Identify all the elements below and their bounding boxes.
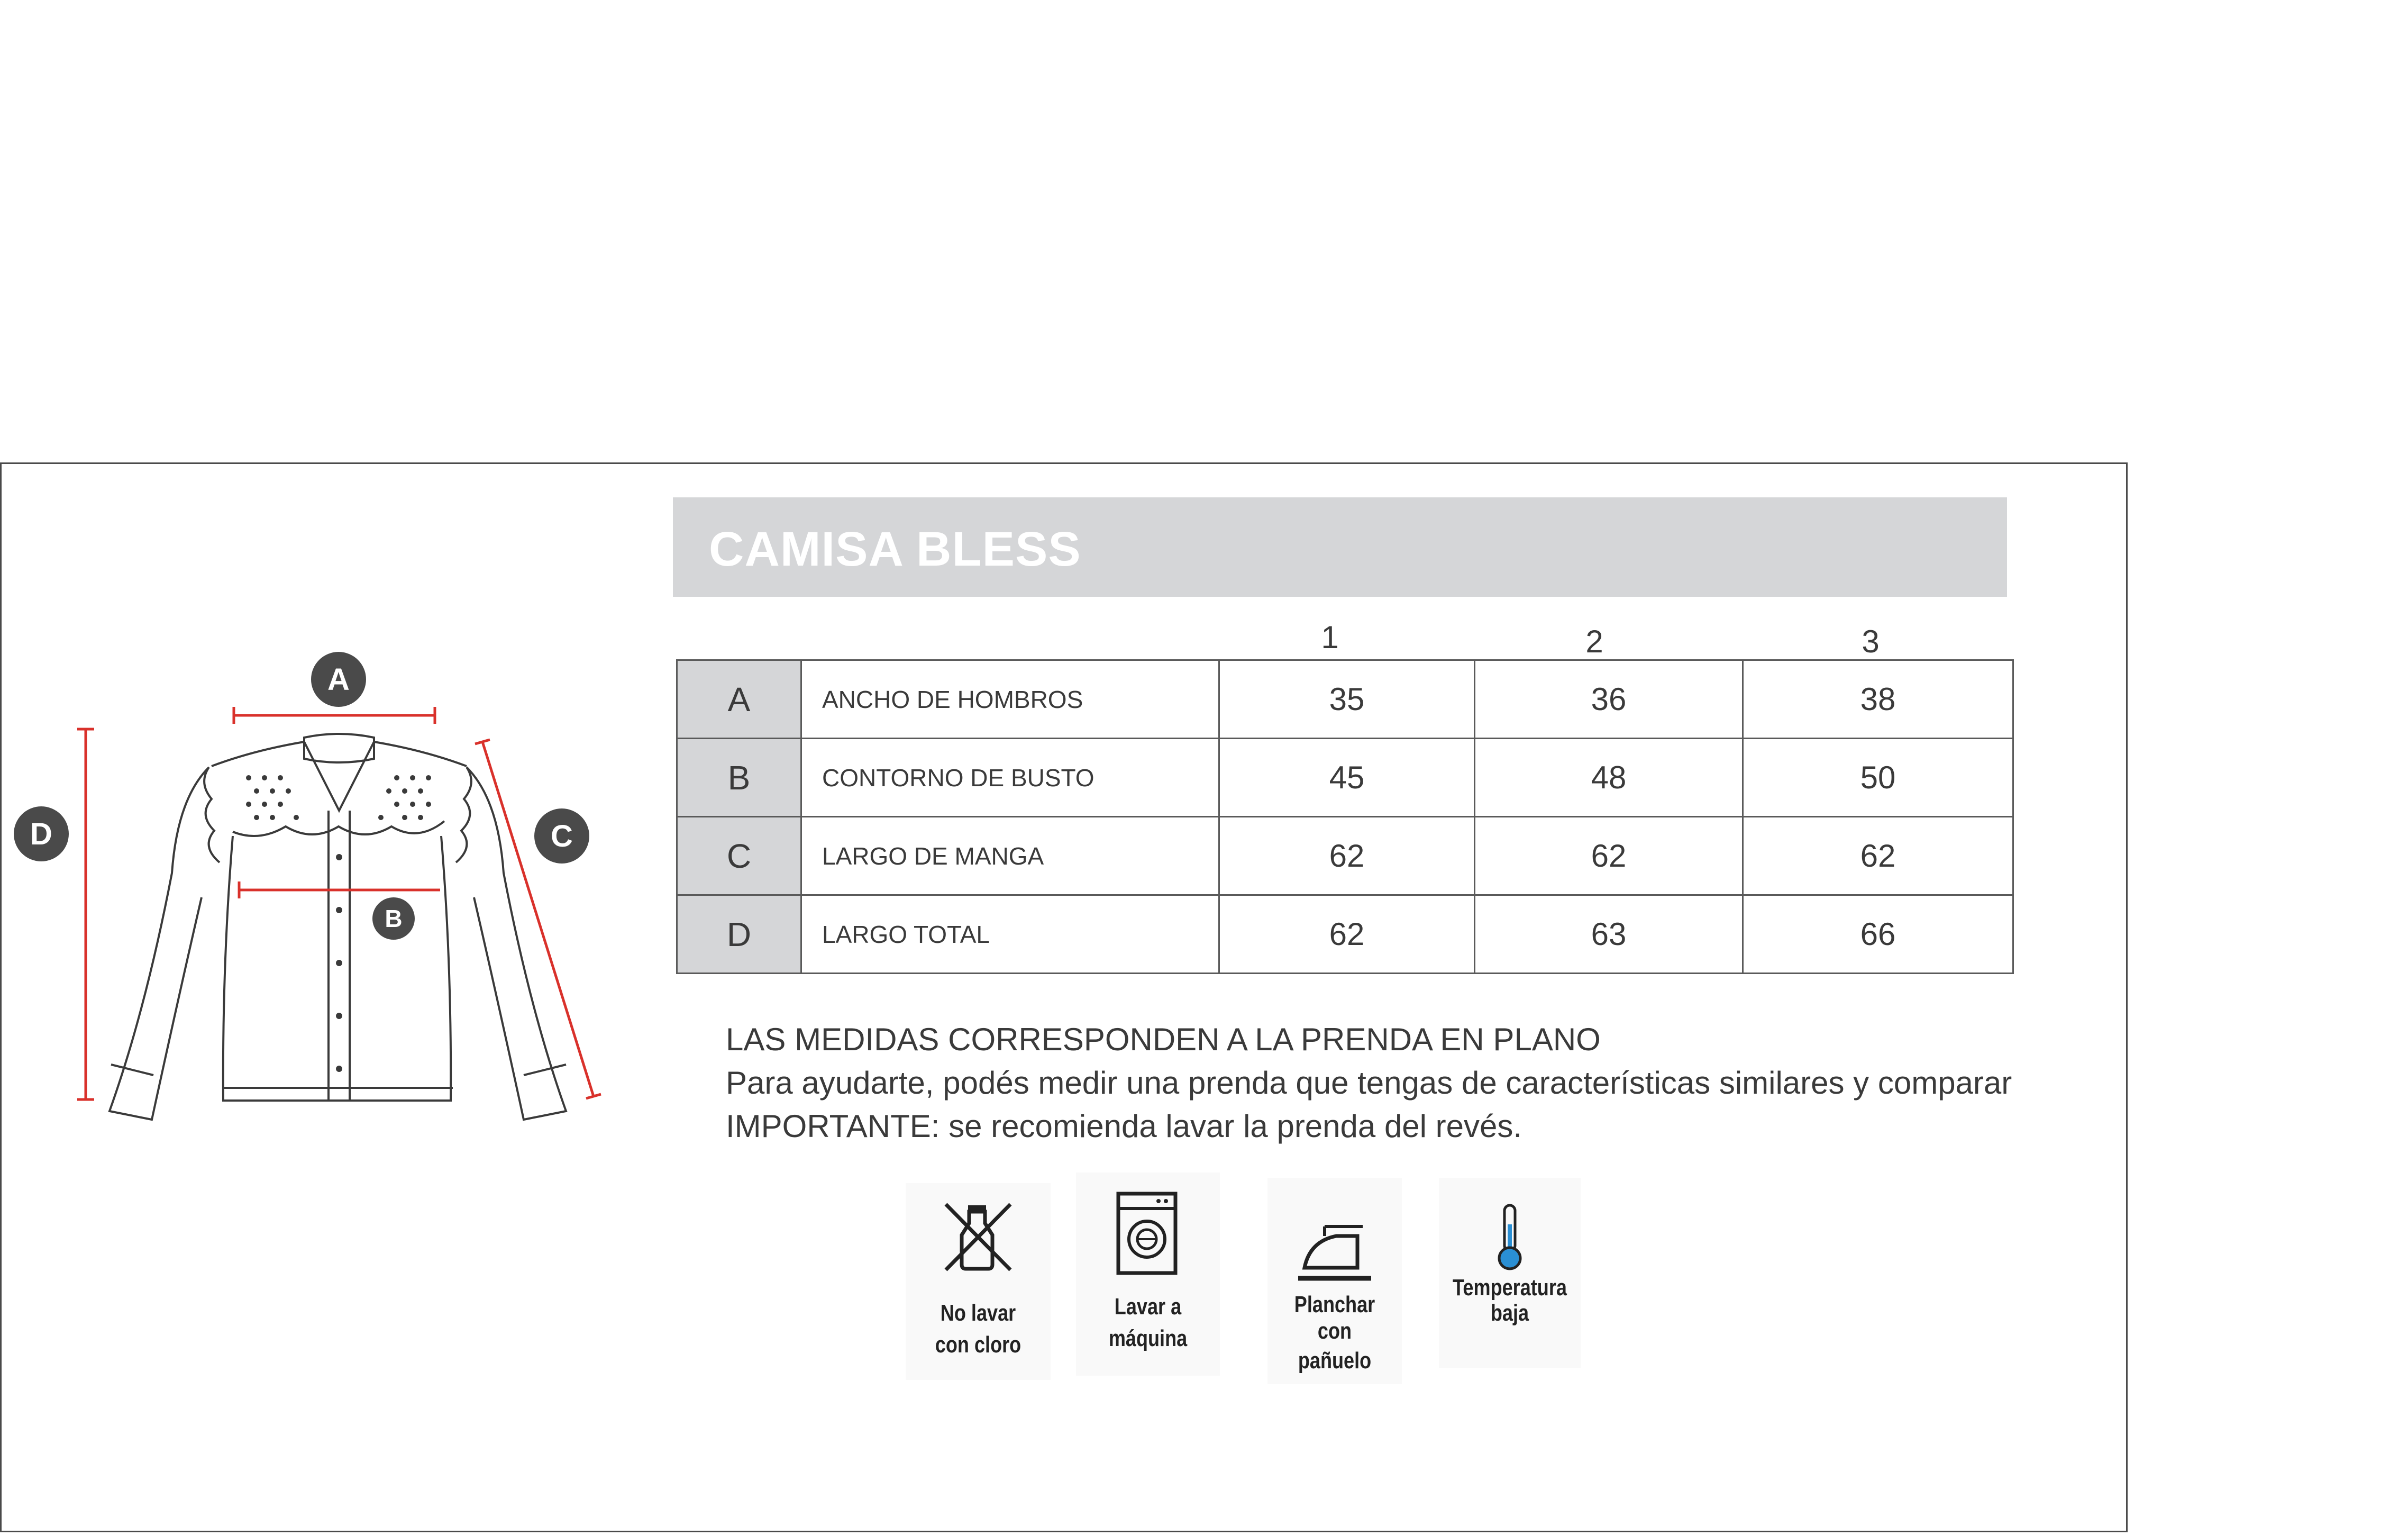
row-value: 45 (1219, 739, 1475, 817)
marker-d (14, 806, 69, 861)
row-value: 62 (1475, 817, 1743, 895)
marker-c (534, 808, 589, 864)
shirt-diagram (0, 635, 635, 1143)
title-bar (673, 497, 2007, 597)
table-row (677, 895, 2013, 974)
table-row (677, 739, 2013, 817)
row-letter: A (677, 660, 801, 739)
row-label: CONTORNO DE BUSTO (801, 739, 1219, 817)
table-row (677, 817, 2013, 895)
iron-icon (1267, 1204, 1402, 1299)
size-header-2: 2 (1585, 624, 1603, 659)
marker-b-label: B (385, 905, 403, 932)
table-row (677, 660, 2013, 739)
measure-lines (77, 707, 601, 1099)
care-iron (1267, 1178, 1402, 1384)
page-title: CAMISA BLESS (709, 522, 1081, 576)
marker-d-label: D (30, 817, 52, 851)
marker-a (311, 652, 366, 707)
row-label: LARGO TOTAL (801, 895, 1219, 974)
row-value: 35 (1219, 660, 1475, 739)
row-value: 38 (1743, 660, 2013, 739)
size-header-1: 1 (1321, 620, 1339, 655)
care-label: Lavar a (1114, 1294, 1182, 1320)
care-label: máquina (1108, 1325, 1188, 1351)
row-value: 62 (1743, 817, 2013, 895)
note-line: IMPORTANTE: se recomienda lavar la prenda del revés. (726, 1108, 1522, 1144)
marker-c-label: C (551, 819, 573, 853)
care-no-bleach (906, 1183, 1051, 1380)
marker-a-label: A (327, 662, 350, 697)
row-value: 48 (1475, 739, 1743, 817)
row-value: 62 (1219, 817, 1475, 895)
care-label: con cloro (935, 1332, 1021, 1358)
marker-b (372, 897, 415, 940)
row-letter: D (677, 895, 801, 974)
row-value: 66 (1743, 895, 2013, 974)
note-line: LAS MEDIDAS CORRESPONDEN A LA PRENDA EN PLANO (726, 1022, 1601, 1057)
no-bleach-icon (906, 1190, 1051, 1286)
row-value: 62 (1219, 895, 1475, 974)
size-header-3: 3 (1862, 624, 1880, 659)
washing-machine-icon (1076, 1185, 1220, 1291)
row-value: 50 (1743, 739, 2013, 817)
measurement-notes (726, 1018, 2012, 1148)
care-label: No lavar (940, 1300, 1016, 1326)
row-label: LARGO DE MANGA (801, 817, 1219, 895)
row-value: 63 (1475, 895, 1743, 974)
thermometer-icon (1439, 1203, 1581, 1272)
row-letter: B (677, 739, 801, 817)
care-machine-wash (1076, 1173, 1220, 1376)
care-label: con pañuelo (1298, 1318, 1372, 1374)
row-value: 36 (1475, 660, 1743, 739)
row-letter: C (677, 817, 801, 895)
care-label: Temperatura (1453, 1275, 1567, 1301)
row-label: ANCHO DE HOMBROS (801, 660, 1219, 739)
care-label: baja (1490, 1300, 1529, 1326)
care-low-temperature (1439, 1178, 1581, 1368)
note-line: Para ayudarte, podés medir una prenda que tengas de características similares y comparar (726, 1065, 2012, 1101)
care-label: Planchar (1294, 1292, 1375, 1317)
size-table (676, 659, 2014, 974)
